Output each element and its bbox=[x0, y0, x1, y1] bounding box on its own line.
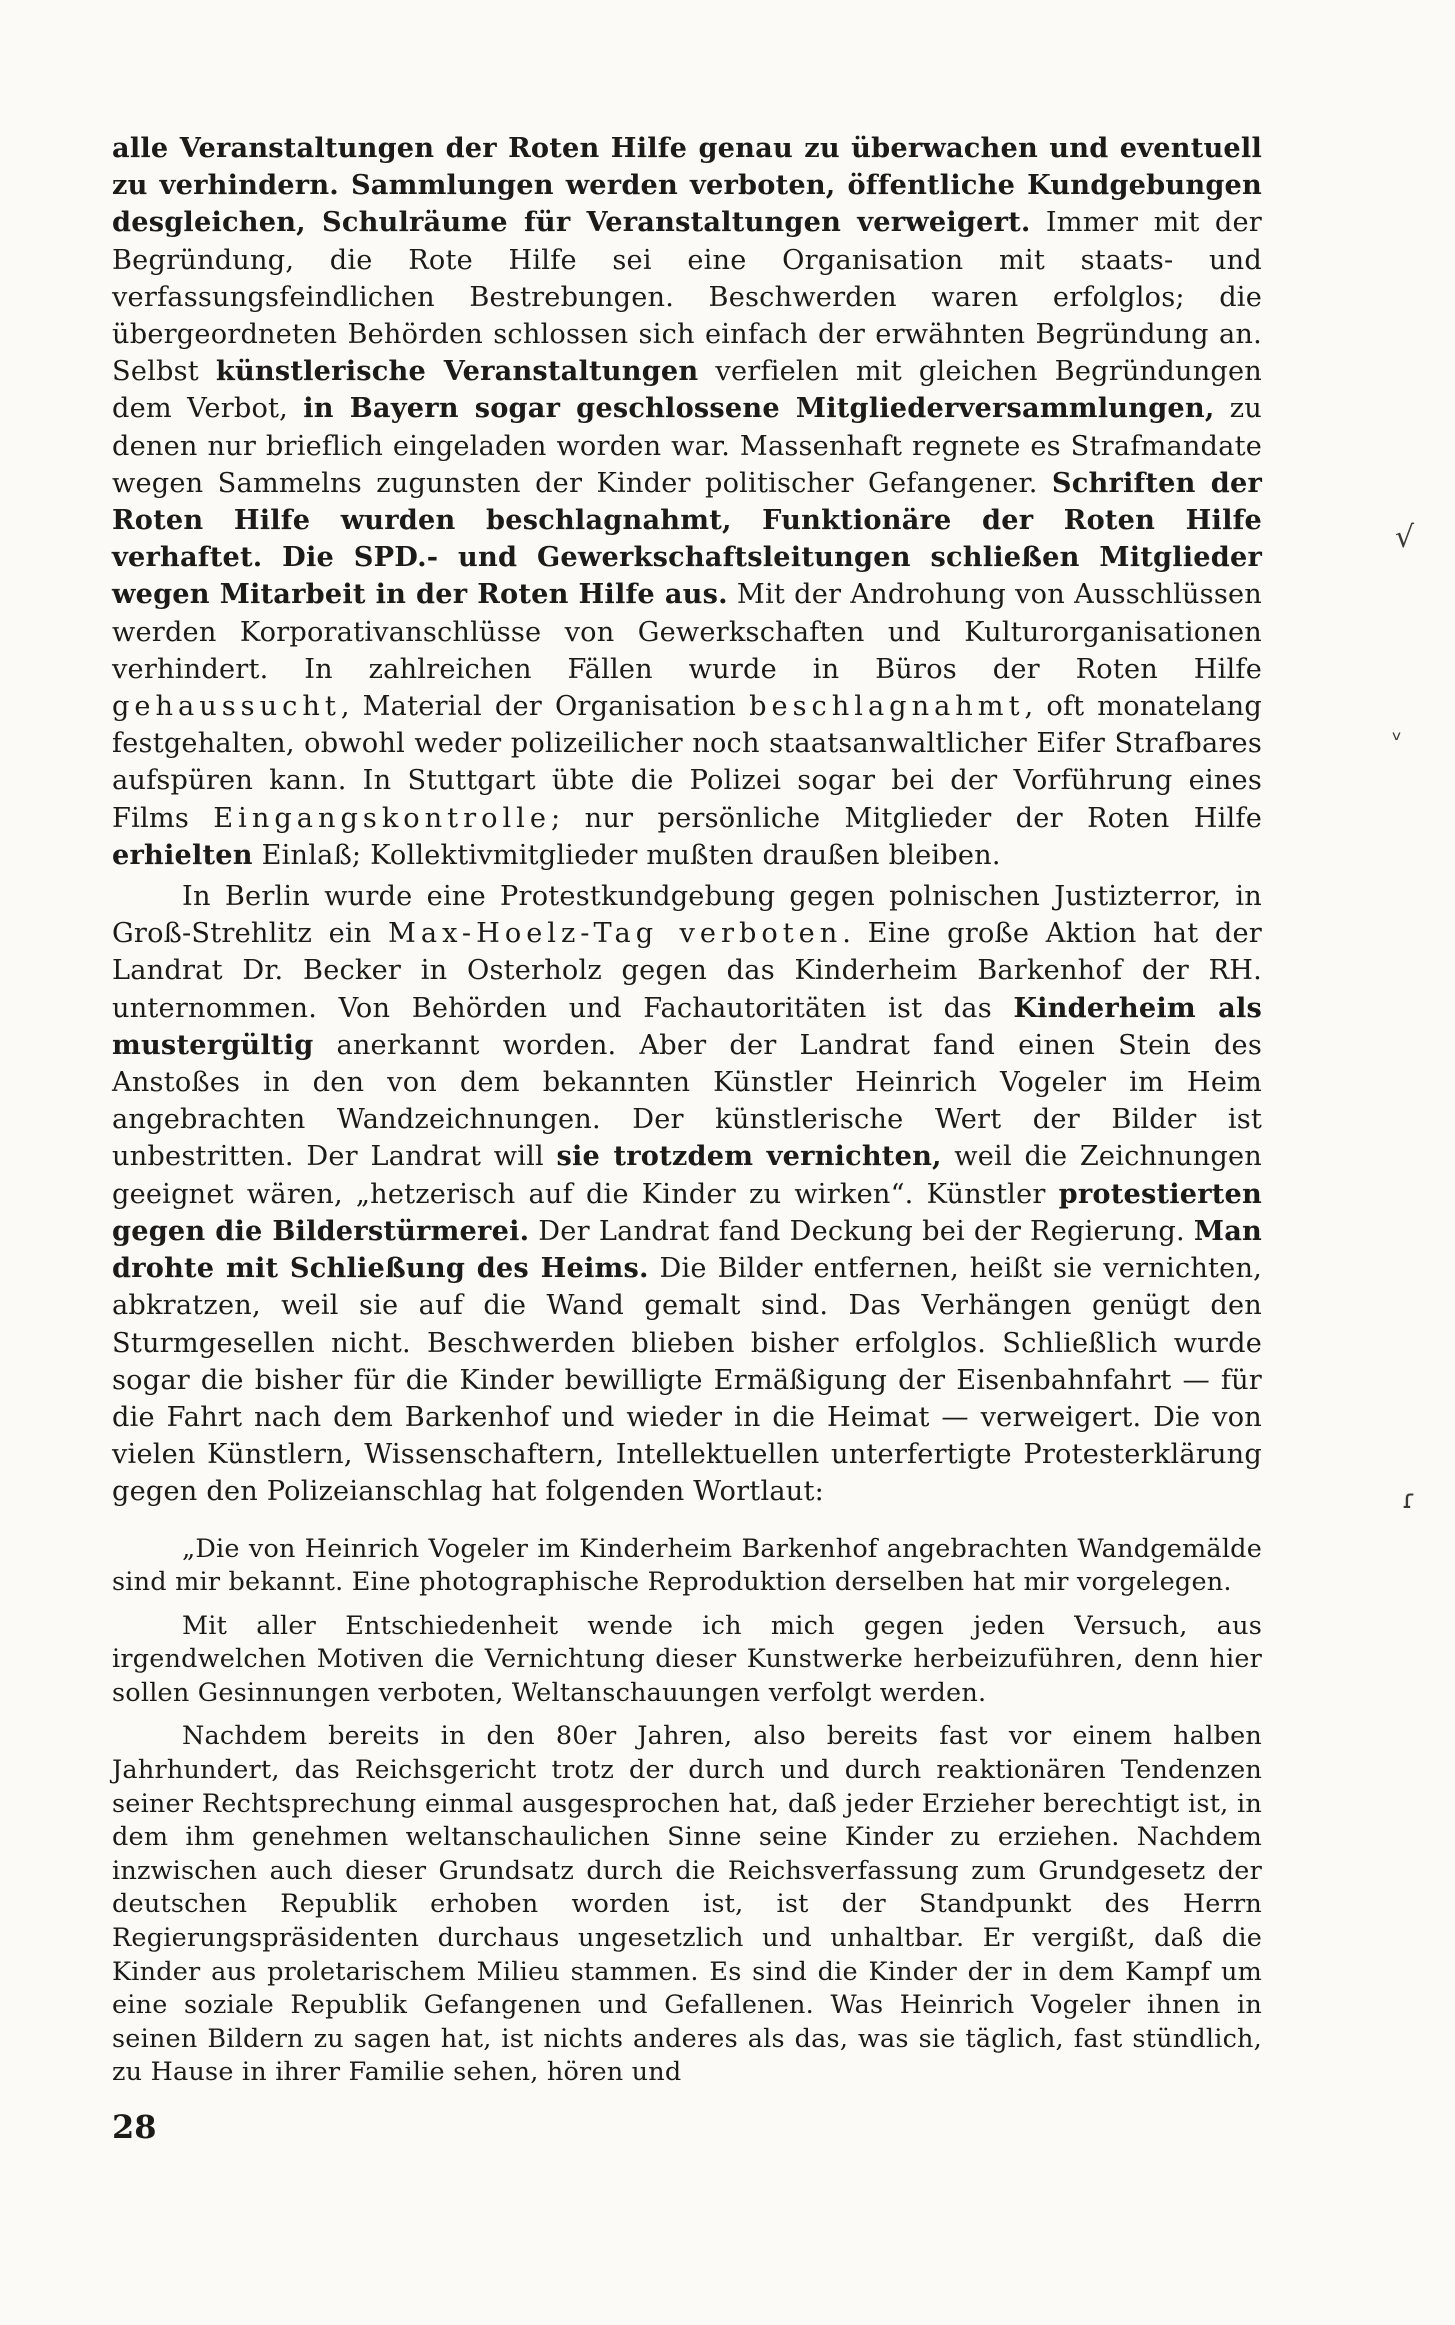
protest-declaration-quote bbox=[112, 1533, 1262, 2091]
text-run: Die Bilder entfernen, heißt sie vernichten, abkratzen, weil sie auf die Wand gemalt sind. Das Verhängen genügt den Sturmgesellen nicht. Beschwerden blieben bisher erfolglos. Schließlich wurde sogar die bisher für die Kinder bewilligte Ermäßigung der Eisenbahnfahrt — für die Fahrt nach dem Barkenhof und wieder in die Heimat — verweigert. Die von vielen Künstlern, Wissenschaftern, Intellektuellen unterfertigte Protesterklärung gegen den Polizeianschlag hat folgenden Wortlaut: bbox=[112, 1253, 1262, 1508]
quote-paragraph-1: „Die von Heinrich Vogeler im Kinderheim Barkenhof angebrachten Wandgemälde sind mir bekannt. Eine photographische Reproduktion derselben hat mir vorgelegen. bbox=[112, 1533, 1262, 1598]
text-run: Mit der Androhung von Ausschlüssen werden Korporativanschlüsse von Gewerkschaften und Kulturorganisationen verhindert. In zahlreichen Fällen wurde in Büros der Roten Hilfe bbox=[112, 579, 1262, 685]
text-run: ; nur persönliche Mitglieder der Roten Hilfe bbox=[550, 802, 1262, 834]
quote-paragraph-3: Nachdem bereits in den 80er Jahren, also bereits fast vor einem halben Jahrhundert, das Reichsgericht trotz der durch und durch reaktionären Tendenzen seiner Rechtsprechung einmal ausgesprochen hat, daß jeder Erzieher berechtigt ist, in dem ihm genehmen weltanschaulichen Sinne seine Kinder zu erziehen. Nachdem inzwischen auch dieser Grundsatz durch die Reichsverfassung zum Grundgesetz der deutschen Republik erhoben worden ist, ist der Standpunkt des Herrn Regierungspräsidenten durchaus ungesetzlich und unhaltbar. Er vergißt, daß die Kinder aus proletarischem Milieu stammen. Es sind die Kinder der in dem Kampf um eine soziale Republik Gefangenen und Gefallenen. Was Heinrich Vogeler ihnen in seinen Bildern zu sagen hat, ist nichts anderes als das, was sie täglich, fast stündlich, zu Hause in ihrer Familie sehen, hören und bbox=[112, 1721, 1262, 2088]
bold-emphasis: protestierten gegen die Bilderstürmerei. bbox=[112, 1177, 1262, 1247]
page-number: 28 bbox=[112, 2108, 157, 2146]
text-run: Einlaß; Kollektivmitglieder mußten draußen bleiben. bbox=[252, 839, 1001, 871]
spaced-emphasis: Max-Hoelz-Tag verboten bbox=[388, 918, 843, 950]
paragraph-1 bbox=[112, 130, 1262, 874]
bold-emphasis: sie trotzdem vernichten, bbox=[556, 1140, 942, 1173]
margin-mark: ɾ bbox=[1402, 1485, 1416, 1515]
text-run: Immer mit der Begründung, die Rote Hilfe sei eine Organisation mit staats- und verfassungsfeindlichen Bestrebungen. Beschwerden waren erfolglos; die übergeordneten Behörden schlossen sich einfach der erwähnten Begründung an. Selbst bbox=[112, 207, 1262, 388]
text-run: In Berlin wurde eine Protestkundgebung gegen polnischen Justizterror, in Groß-Strehlitz ein bbox=[112, 881, 1262, 950]
margin-mark: √ bbox=[1395, 520, 1415, 555]
bold-emphasis: Schriften der Roten Hilfe wurden beschlagnahmt, Funktionäre der Roten Hilfe verhaftet. Die SPD.- und Gewerkschaftsleitungen schließen Mitglieder wegen Mitarbeit in der Roten Hilfe aus. bbox=[112, 466, 1262, 611]
text-run: , oft monatelang festgehalten, obwohl weder polizeilicher noch staatsanwaltlicher Eifer Strafbares aufspüren kann. In Stuttgart übte die Polizei sogar bei der Vorführung eines Films bbox=[112, 691, 1262, 834]
bold-emphasis: Man drohte mit Schließung des Heims. bbox=[112, 1214, 1262, 1285]
bold-emphasis: künstlerische Veranstaltungen bbox=[215, 355, 699, 388]
text-run: anerkannt worden. Aber der Landrat fand einen Stein des Anstoßes in den von dem bekannten Künstler Heinrich Vogeler im Heim angebrachten Wandzeichnungen. Der künstlerische Wert der Bilder ist unbestritten. Der Landrat will bbox=[112, 1029, 1262, 1173]
spaced-emphasis: beschlagnahmt bbox=[749, 691, 1025, 723]
bold-emphasis: Kinderheim als mustergültig bbox=[112, 991, 1262, 1061]
paragraph-2 bbox=[112, 878, 1262, 1510]
text-run: zu denen nur brieflich eingeladen worden war. Massenhaft regnete es Strafmandate wegen Sammelns zugunsten der Kinder politischer Gefangener. bbox=[112, 393, 1262, 499]
text-run: Der Landrat fand Deckung bei der Regierung. bbox=[529, 1215, 1194, 1247]
body-text bbox=[112, 130, 1262, 2100]
bold-emphasis: erhielten bbox=[112, 838, 253, 871]
text-run: verfielen mit gleichen Begründungen dem Verbot, bbox=[112, 356, 1263, 425]
quote-paragraph-2: Mit aller Entschiedenheit wende ich mich gegen jeden Versuch, aus irgendwelchen Motiven die Vernichtung dieser Kunstwerke herbeizuführen, denn hier sollen Gesinnungen verboten, Weltanschauungen verfolgt werden. bbox=[112, 1610, 1262, 1708]
text-run: . Eine große Aktion hat der Landrat Dr. Becker in Osterholz gegen das Kinderheim Barkenhof der RH. unternommen. Von Behörden und Fachautoritäten ist das bbox=[112, 918, 1262, 1024]
bold-emphasis: alle Veranstaltungen der Roten Hilfe genau zu überwachen und eventuell zu verhindern. Sammlungen werden verboten, öffentliche Kundgebungen desgleichen, Schulräume für Veranstaltungen verweigert. bbox=[112, 132, 1262, 239]
spaced-emphasis: Eingangskontrolle bbox=[213, 802, 551, 834]
margin-mark: ᵥ bbox=[1392, 718, 1403, 746]
text-run: , Material der Organisation bbox=[340, 691, 750, 723]
text-run: weil die Zeichnungen geeignet wären, „hetzerisch auf die Kinder zu wirken“. Künstler bbox=[112, 1141, 1262, 1210]
bold-emphasis: in Bayern sogar geschlossene Mitgliederversammlungen, bbox=[303, 392, 1215, 425]
spaced-emphasis: gehaussucht bbox=[112, 691, 341, 723]
